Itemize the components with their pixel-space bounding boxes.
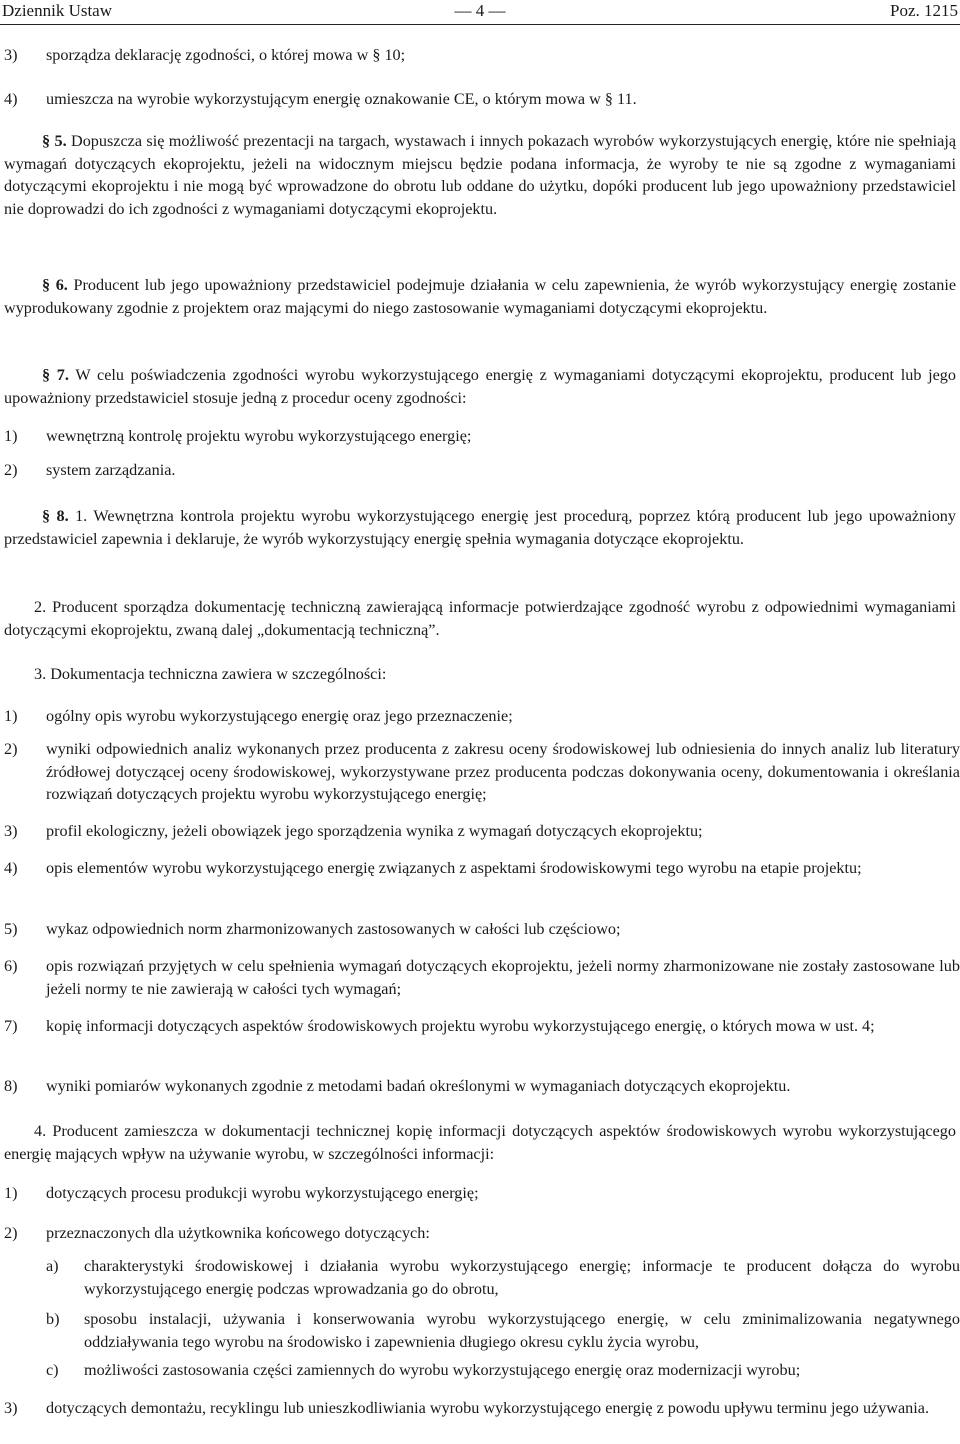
section-8-paragraph-1 [4,505,956,550]
section-mark: § 6. [42,276,68,294]
paragraph-number: 1. [75,507,88,525]
item-text: ogólny opis wyrobu wykorzystującego energię oraz jego przeznaczenie; [46,707,513,725]
item-number: 3) [4,46,18,64]
list-item [0,955,960,1000]
list-item [0,918,960,941]
item-text: dotyczących procesu produkcji wyrobu wykorzystującego energię; [46,1184,479,1202]
item-number: 7) [4,1017,18,1035]
item-number: 5) [4,920,18,938]
section-8-paragraph-4: 4. Producent zamieszcza w dokumentacji technicznej kopię informacji dotyczących aspektów środowiskowych wyrobu wykorzystującego energię mających wpływ na używanie wyrobu, w szczególności informacji: [4,1122,956,1163]
item-text: dotyczących demontażu, recyklingu lub unieszkodliwiania wyrobu wykorzystującego energię z powodu upływu terminu jego używania. [46,1399,930,1417]
item-text: możliwości zastosowania części zamiennych do wyrobu wykorzystującego energię oraz modernizacji wyrobu; [84,1361,801,1379]
item-letter: a) [46,1257,59,1275]
item-number: 3) [4,822,18,840]
item-text: wykaz odpowiednich norm zharmonizowanych zastosowanych w całości lub częściowo; [46,920,621,938]
section-mark: § 7. [42,366,69,384]
sub-list-item [0,1255,960,1300]
item-number: 2) [4,1224,18,1242]
page-header [0,0,960,25]
item-text: kopię informacji dotyczących aspektów środowiskowych projektu wyrobu wykorzystującego energię, o których mowa w ust. 4; [46,1017,875,1035]
item-text: wyniki pomiarów wykonanych zgodnie z metodami badań określonymi w wymaganiach dotyczących ekoprojektu. [46,1077,791,1095]
item-number: 1) [4,427,18,445]
section-text: Dopuszcza się możliwość prezentacji na targach, wystawach i innych pokazach wyrobów wykorzystujących energię, które nie spełniają wymagań dotyczących ekoprojektu, jeżeli na widocznym miejscu będzie podana informacja, że wyroby te nie są zgodne z wymaganiami dotyczącymi ekoprojektu i nie mogą być wprowadzone do obrotu lub oddane do użytku, dopóki producent lub jego upoważniony przedstawiciel nie doprowadzi do ich zgodności z wymaganiami dotyczącymi ekoprojektu. [4,132,957,218]
position-number: Poz. 1215 [890,1,958,20]
list-item [0,857,960,880]
item-number: 2) [4,461,18,479]
list-item [0,820,960,843]
section-mark: § 5. [42,132,67,150]
list-item [0,44,960,67]
section-text: Wewnętrzna kontrola projektu wyrobu wykorzystującego energię jest procedurą, poprzez którą producent lub jego upoważniony przedstawiciel zapewnia i deklaruje, że wyrób wykorzystujący energię spełnia wymagania dotyczące ekoprojektu. [4,507,956,548]
item-number: 1) [4,1184,18,1202]
list-item [0,88,960,111]
page-number: — 4 — [454,1,506,20]
item-letter: b) [46,1310,60,1328]
list-item [0,425,960,448]
list-item [0,1075,960,1098]
section-8-paragraph-2: 2. Producent sporządza dokumentację techniczną zawierającą informacje potwierdzające zgodność wyrobu z odpowiednimi wymaganiami dotyczącymi ekoprojektu, zwaną dalej „dokumentacją techniczną”. [4,598,956,639]
item-number: 4) [4,859,18,877]
section-5 [4,130,956,220]
journal-name: Dziennik Ustaw [2,1,113,20]
item-text: sposobu instalacji, używania i konserwowania wyrobu wykorzystującego energię, w celu zminimalizowania negatywnego oddziaływania tego wyrobu na środowisko i zapewnienia długiego okresu cyklu życia wyrobu, [84,1310,960,1351]
item-number: 4) [4,90,18,108]
item-text: system zarządzania. [46,461,176,479]
section-6 [4,274,956,319]
item-text: wyniki odpowiednich analiz wykonanych przez producenta z zakresu oceny środowiskowej lub odniesienia do innych analiz lub literatury źródłowej dotyczącej oceny środowiskowej, wykorzystywane przez producenta podczas dokonywania oceny, dokumentowania i określania rozwiązań dotyczących projektu wyrobu wykorzystującego energię; [46,740,960,803]
section-text: W celu poświadczenia zgodności wyrobu wykorzystującego energię z wymaganiami dotyczącymi ekoprojektu, producent lub jego upoważniony przedstawiciel stosuje jedną z procedur oceny zgodności: [4,366,956,407]
item-text: wewnętrzną kontrolę projektu wyrobu wykorzystującego energię; [46,427,472,445]
list-item [0,1015,960,1038]
section-text: Producent lub jego upoważniony przedstawiciel podejmuje działania w celu zapewnienia, że wyrób wykorzystujący energię zostanie wyprodukowany zgodnie z projektem oraz mającymi do niego zastosowanie wymaganiami dotyczącymi ekoprojektu. [4,276,956,317]
list-item [0,1222,960,1245]
item-text: przeznaczonych dla użytkownika końcowego dotyczących: [46,1224,430,1242]
item-text: umieszcza na wyrobie wykorzystującym energię oznakowanie CE, o którym mowa w § 11. [46,90,637,108]
list-item [0,459,960,482]
item-text: opis elementów wyrobu wykorzystującego energię związanych z aspektami środowiskowymi tego wyrobu na etapie projektu; [46,859,862,877]
section-8-paragraph-3: 3. Dokumentacja techniczna zawiera w szczególności: [34,665,387,683]
item-number: 1) [4,707,18,725]
item-number: 2) [4,740,18,758]
list-item [0,1397,960,1420]
list-item [0,738,960,806]
item-number: 8) [4,1077,18,1095]
item-text: charakterystyki środowiskowej i działania wyrobu wykorzystującego energię; informacje te producent dołącza do wyrobu wykorzystującego energię podczas wprowadzania go do obrotu, [84,1257,960,1298]
item-text: profil ekologiczny, jeżeli obowiązek jego sporządzenia wynika z wymagań dotyczących ekoprojektu; [46,822,703,840]
item-text: opis rozwiązań przyjętych w celu spełnienia wymagań dotyczących ekoprojektu, jeżeli normy zharmonizowane nie zostały zastosowane lub jeżeli normy te nie zawierają w całości tych wymagań; [46,957,960,998]
item-text: sporządza deklarację zgodności, o której mowa w § 10; [46,46,406,64]
item-number: 3) [4,1399,18,1417]
sub-list-item [0,1359,960,1382]
item-letter: c) [46,1361,59,1379]
section-mark: § 8. [42,507,69,525]
sub-list-item [0,1308,960,1353]
item-number: 6) [4,957,18,975]
list-item [0,705,960,728]
section-7 [4,364,956,409]
list-item [0,1182,960,1205]
